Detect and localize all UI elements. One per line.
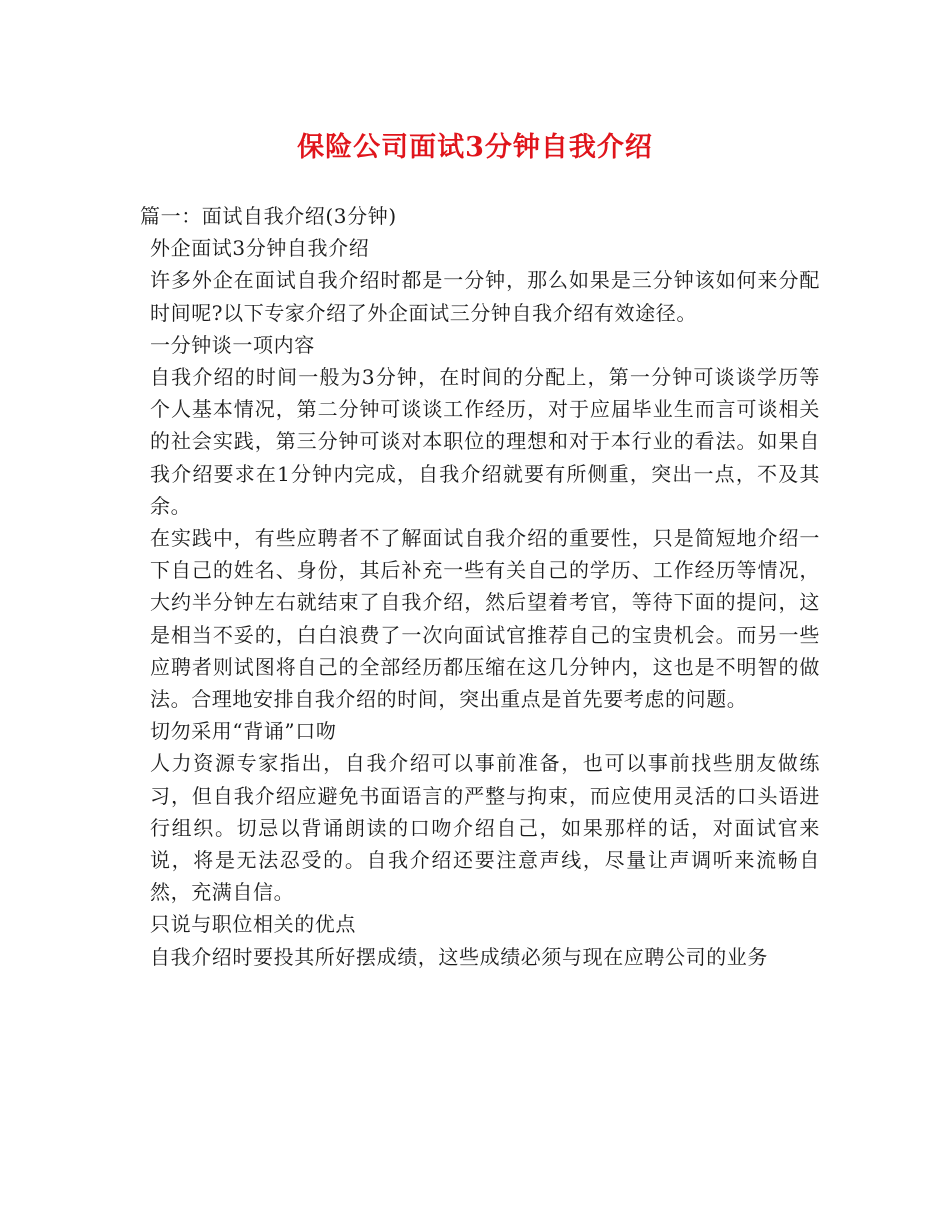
paragraph: 自我介绍时要投其所好摆成绩，这些成绩必须与现在应聘公司的业务 [150,944,768,969]
paragraph: 自我介绍的时间一般为3分钟，在时间的分配上，第一分钟可谈谈学历等个人基本情况，第二分钟可谈谈工作经历，对于应届毕业生而言可谈相关的社会实践，第三分钟可谈对本职位的理想和对于本行业的看法。如果自我介绍要求在1分钟内完成，自我介绍就要有所侧重，突出一点，不及其余。 [150,365,820,518]
subsection-heading: 外企面试3分钟自我介绍 [150,236,370,261]
document-body [140,200,820,973]
subsection-heading: 切勿采用“背诵”口吻 [150,719,337,744]
subsection-heading: 一分钟谈一项内容 [150,332,315,357]
paragraph: 人力资源专家指出，自我介绍可以事前准备，也可以事前找些朋友做练习，但自我介绍应避免书面语言的严整与拘束，而应使用灵活的口头语进行组织。切忌以背诵朗读的口吻介绍自己，如果那样的话，对面试官来说，将是无法忍受的。自我介绍还要注意声线，尽量让声调听来流畅自然，充满自信。 [150,751,820,905]
section-heading: 篇一：面试自我介绍(3分钟) [140,204,397,228]
subsection-heading: 只说与职位相关的优点 [150,912,356,937]
paragraph: 在实践中，有些应聘者不了解面试自我介绍的重要性，只是简短地介绍一下自己的姓名、身份，其后补充一些有关自己的学历、工作经历等情况，大约半分钟左右就结束了自我介绍，然后望着考官，等待下面的提问，这是相当不妥的，白白浪费了一次向面试官推荐自己的宝贵机会。而另一些应聘者则试图将自己的全部经历都压缩在这几分钟内，这也是不明智的做法。合理地安排自我介绍的时间，突出重点是首先要考虑的问题。 [150,526,820,712]
paragraph: 许多外企在面试自我介绍时都是一分钟，那么如果是三分钟该如何来分配时间呢?以下专家介绍了外企面试三分钟自我介绍有效途径。 [150,268,820,325]
document-title: 保险公司面试3分钟自我介绍 [297,132,653,163]
